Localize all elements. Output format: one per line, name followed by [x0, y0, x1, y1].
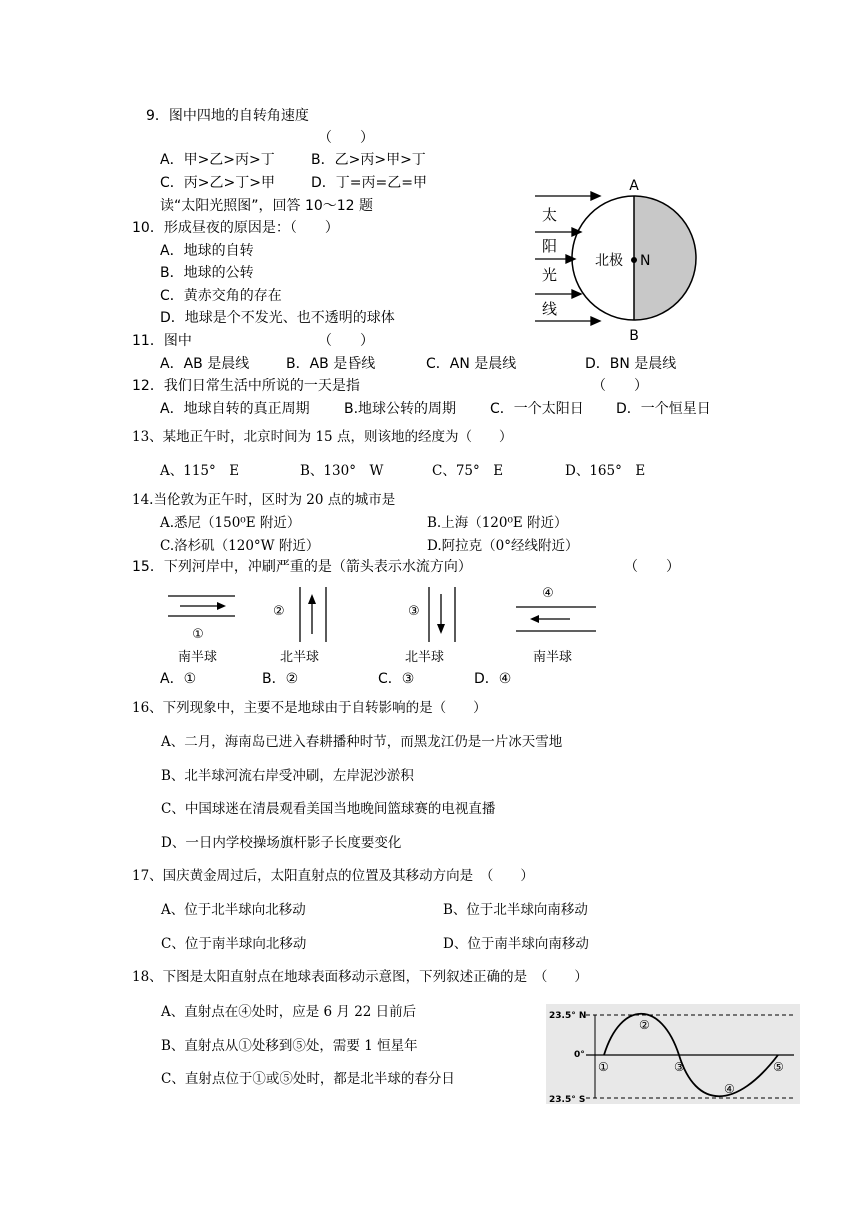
direct-point-figure: [546, 1004, 800, 1104]
q16-stem: 16、下列现象中，主要不是地球由于自转影响的是（ ）: [132, 700, 487, 716]
q12-option-a: A．地球自转的真正周期: [160, 401, 310, 417]
river-4-label: ④: [542, 586, 554, 601]
q12-option-c: C．一个太阳日: [490, 401, 584, 417]
q11-stem: 11．图中: [132, 333, 192, 349]
q10-stem: 10．形成昼夜的原因是：（ ）: [132, 220, 339, 236]
q13-option-b: B、130° W: [300, 463, 384, 479]
arrow-down-icon: [437, 624, 445, 634]
q14-option-b: B.上海（120⁰E 附近）: [427, 515, 568, 531]
q14-stem: 14.当伦敦为正午时，区时为 20 点的城市是: [132, 492, 396, 508]
q17-option-a: A、位于北半球向北移动: [161, 902, 306, 918]
q16-option-d: D、一日内学校操场旗杆影子长度要变化: [161, 835, 402, 851]
q13-option-a: A、115° E: [160, 463, 240, 479]
arrow-right-icon: [217, 602, 226, 610]
q18-option-c: C、直射点位于①或⑤处时，都是北半球的春分日: [161, 1071, 455, 1087]
point-2: ②: [639, 1018, 650, 1032]
q16-option-b: B、北半球河流右岸受冲刷，左岸泥沙淤积: [161, 768, 414, 784]
river-2-hemisphere: 北半球: [280, 650, 320, 665]
q17-option-b: B、位于北半球向南移动: [443, 902, 588, 918]
river-3-label: ③: [408, 604, 420, 619]
q15-stem: 15．下列河岸中，冲刷严重的是（箭头表示水流方向）: [132, 559, 472, 575]
river-2-label: ②: [273, 604, 285, 619]
sun-char-4: 线: [542, 300, 558, 318]
read-note: 读“太阳光照图”，回答 10～12 题: [160, 198, 374, 214]
river-4-hemisphere: 南半球: [533, 650, 573, 665]
q11-blank: （ ）: [318, 333, 374, 349]
q11-option-b: B．AB 是昏线: [286, 356, 376, 372]
q12-option-d: D．一个恒星日: [616, 401, 711, 417]
q14-option-c: C.洛杉矶（120°W 附近）: [160, 538, 320, 554]
river-2: [300, 587, 326, 642]
sun-char-1: 太: [542, 206, 558, 224]
q18-option-a: A、直射点在④处时，应是 6 月 22 日前后: [161, 1004, 417, 1020]
label-A: A: [629, 178, 639, 194]
arrow-up-icon: [308, 594, 316, 604]
q9-option-c: C．丙>乙>丁>甲: [160, 175, 275, 191]
point-4: ④: [724, 1082, 735, 1096]
q15-option-a: A．①: [160, 671, 197, 687]
q13-stem: 13、某地正午时，北京时间为 15 点，则该地的经度为（ ）: [132, 429, 513, 445]
q15-option-c: C．③: [378, 671, 415, 687]
q17-option-d: D、位于南半球向南移动: [443, 936, 589, 952]
river-1-hemisphere: 南半球: [178, 650, 218, 665]
q11-option-a: A．AB 是晨线: [160, 356, 250, 372]
point-5: ⑤: [773, 1060, 784, 1074]
river-3-hemisphere: 北半球: [405, 650, 445, 665]
q15-option-d: D．④: [474, 671, 512, 687]
q10-option-a: A．地球的自转: [160, 243, 254, 259]
label-N: N: [640, 253, 651, 269]
river-1: [168, 596, 235, 616]
sun-char-2: 阳: [542, 237, 558, 255]
q14-option-a: A.悉尼（150⁰E 附近）: [160, 515, 301, 531]
label-B: B: [629, 328, 639, 344]
q14-option-d: D.阿拉克（0°经线附近）: [427, 538, 579, 554]
q13-option-d: D、165° E: [565, 463, 646, 479]
label-23-5-n: 23.5° N: [549, 1011, 587, 1021]
q9-option-a: A．甲>乙>丙>丁: [160, 152, 275, 168]
q10-option-b: B．地球的公转: [160, 265, 254, 281]
river-3: [429, 587, 455, 642]
q12-blank: （ ）: [592, 378, 648, 394]
q16-option-a: A、二月，海南岛已进入春耕播种时节，而黑龙江仍是一片冰天雪地: [161, 734, 563, 750]
arrow-right-icon: [572, 290, 581, 298]
q18-stem: 18、下图是太阳直射点在地球表面移动示意图，下列叙述正确的是 （ ）: [132, 969, 588, 985]
sun-char-3: 光: [542, 266, 558, 284]
q11-option-d: D．BN 是晨线: [585, 356, 677, 372]
point-3: ③: [674, 1060, 685, 1074]
arrow-left-icon: [530, 615, 539, 623]
label-0-degree: 0°: [574, 1050, 585, 1060]
q13-option-c: C、75° E: [432, 463, 504, 479]
north-pole-dot: [631, 257, 637, 263]
q17-option-c: C、位于南半球向北移动: [161, 936, 307, 952]
q9-option-b: B．乙>丙>甲>丁: [311, 152, 426, 168]
river-4: [516, 607, 596, 631]
q9-option-d: D．丁=丙=乙=甲: [311, 175, 427, 191]
q18-option-b: B、直射点从①处移到⑤处，需要 1 恒星年: [161, 1038, 418, 1054]
arrow-right-icon: [566, 255, 575, 263]
river-1-label: ①: [192, 627, 204, 642]
q11-option-c: C．AN 是晨线: [426, 356, 517, 372]
q10-option-d: D．地球是个不发光、也不透明的球体: [160, 310, 395, 326]
q17-stem: 17、国庆黄金周过后，太阳直射点的位置及其移动方向是 （ ）: [132, 868, 534, 884]
arrow-right-icon: [591, 192, 600, 200]
q12-stem: 12．我们日常生活中所说的一天是指: [132, 378, 360, 394]
q9-blank: （ ）: [318, 130, 374, 146]
point-1: ①: [598, 1060, 609, 1074]
label-23-5-s: 23.5° S: [549, 1095, 586, 1104]
sun-illumination-figure: [530, 176, 705, 344]
label-north-pole: 北极: [595, 253, 623, 269]
q12-option-b: B.地球公转的周期: [344, 401, 457, 417]
q9-stem: 9．图中四地的自转角速度: [146, 108, 309, 124]
q15-option-b: B．②: [262, 671, 299, 687]
arrow-right-icon: [591, 317, 600, 325]
q15-blank: （ ）: [624, 559, 680, 575]
q10-option-c: C．黄赤交角的存在: [160, 288, 282, 304]
river-bank-figure: [150, 582, 630, 672]
q16-option-c: C、中国球迷在清晨观看美国当地晚间篮球赛的电视直播: [161, 801, 496, 817]
